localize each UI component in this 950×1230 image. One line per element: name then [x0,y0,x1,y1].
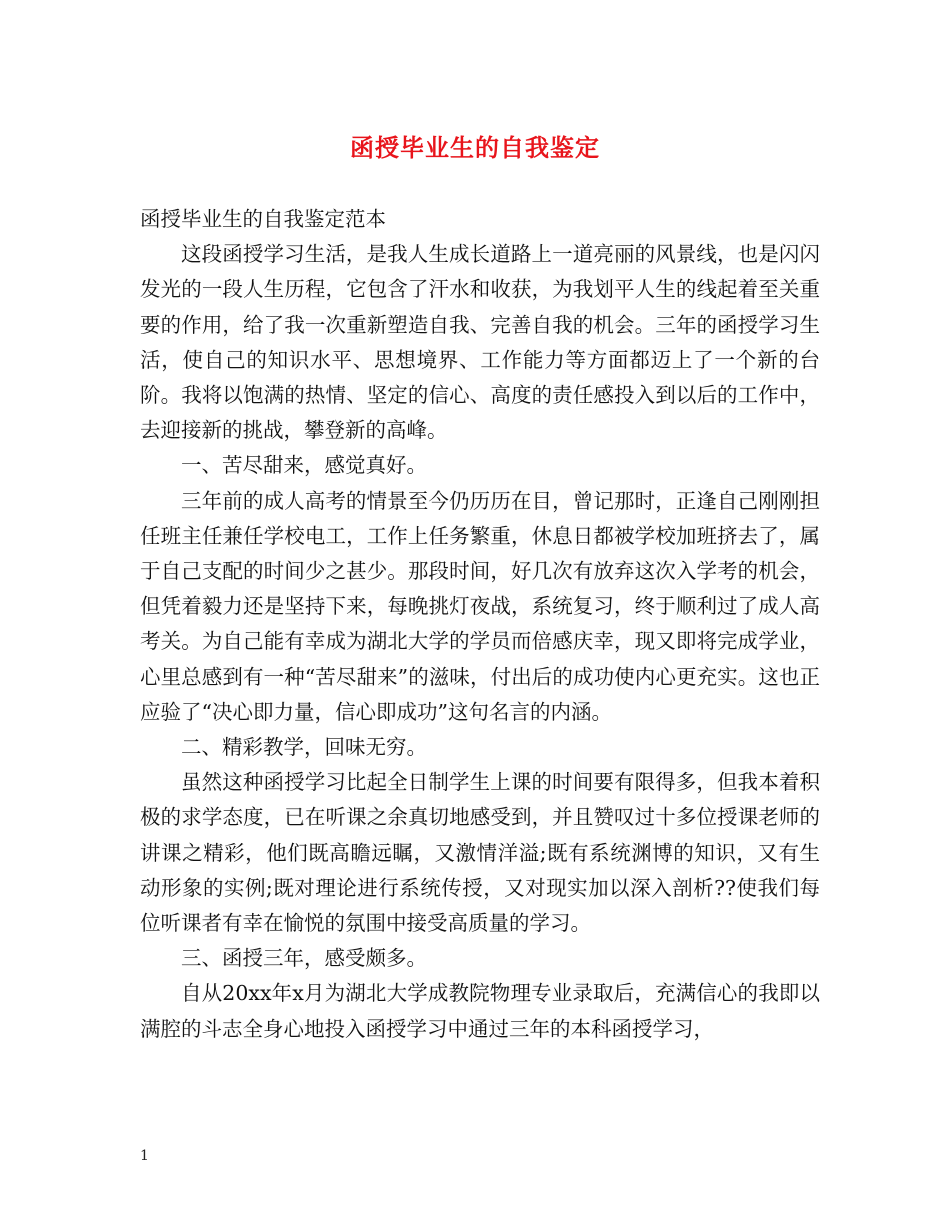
paragraph-section-1: 三年前的成人高考的情景至今仍历历在目，曾记那时，正逢自己刚刚担任班主任兼任学校电工，工作上任务繁重，休息日都被学校加班挤去了，属于自己支配的时间少之甚少。那段时间，好几次有放弃这次入学考的机会，但凭着毅力还是坚持下来，每晚挑灯夜战，系统复习，终于顺利过了成人高考关。为自己能有幸成为湖北大学的学员而倍感庆幸，现又即将完成学业，心里总感到有一种“苦尽甜来”的滋味，付出后的成功使内心更充实。这也正应验了“决心即力量，信心即成功”这句名言的内涵。 [140,488,820,724]
document-body [140,202,820,1047]
section-heading-2: 二、精彩教学，回味无穷。 [181,735,427,760]
section-heading-3: 三、函授三年，感受颇多。 [181,946,427,971]
section-heading-1: 一、苦尽甜来，感觉真好。 [181,453,427,478]
document-subtitle: 函授毕业生的自我鉴定范本 [140,207,386,231]
paragraph-section-2: 虽然这种函授学习比起全日制学生上课的时间要有限得多，但我本着积极的求学态度，已在听课之余真切地感受到，并且赞叹过十多位授课老师的讲课之精彩，他们既高瞻远瞩，又激情洋溢;既有系统渊博的知识，又有生动形象的实例;既对理论进行系统传授，又对现实加以深入剖析??使我们每位听课者有幸在愉悦的氛围中接受高质量的学习。 [140,770,820,936]
document-title: 函授毕业生的自我鉴定 [350,133,600,162]
paragraph-intro: 这段函授学习生活，是我人生成长道路上一道亮丽的风景线，也是闪闪发光的一段人生历程，它包含了汗水和收获，为我划平人生的线起着至关重要的作用，给了我一次重新塑造自我、完善自我的机会。三年的函授学习生活，使自己的知识水平、思想境界、工作能力等方面都迈上了一个新的台阶。我将以饱满的热情、坚定的信心、高度的责任感投入到以后的工作中，去迎接新的挑战，攀登新的高峰。 [140,242,820,443]
paragraph-section-3: 自从20xx年x月为湖北大学成教院物理专业录取后，充满信心的我即以满腔的斗志全身心地投入函授学习中通过三年的本科函授学习， [140,981,820,1041]
page-number: 1 [140,1148,149,1164]
